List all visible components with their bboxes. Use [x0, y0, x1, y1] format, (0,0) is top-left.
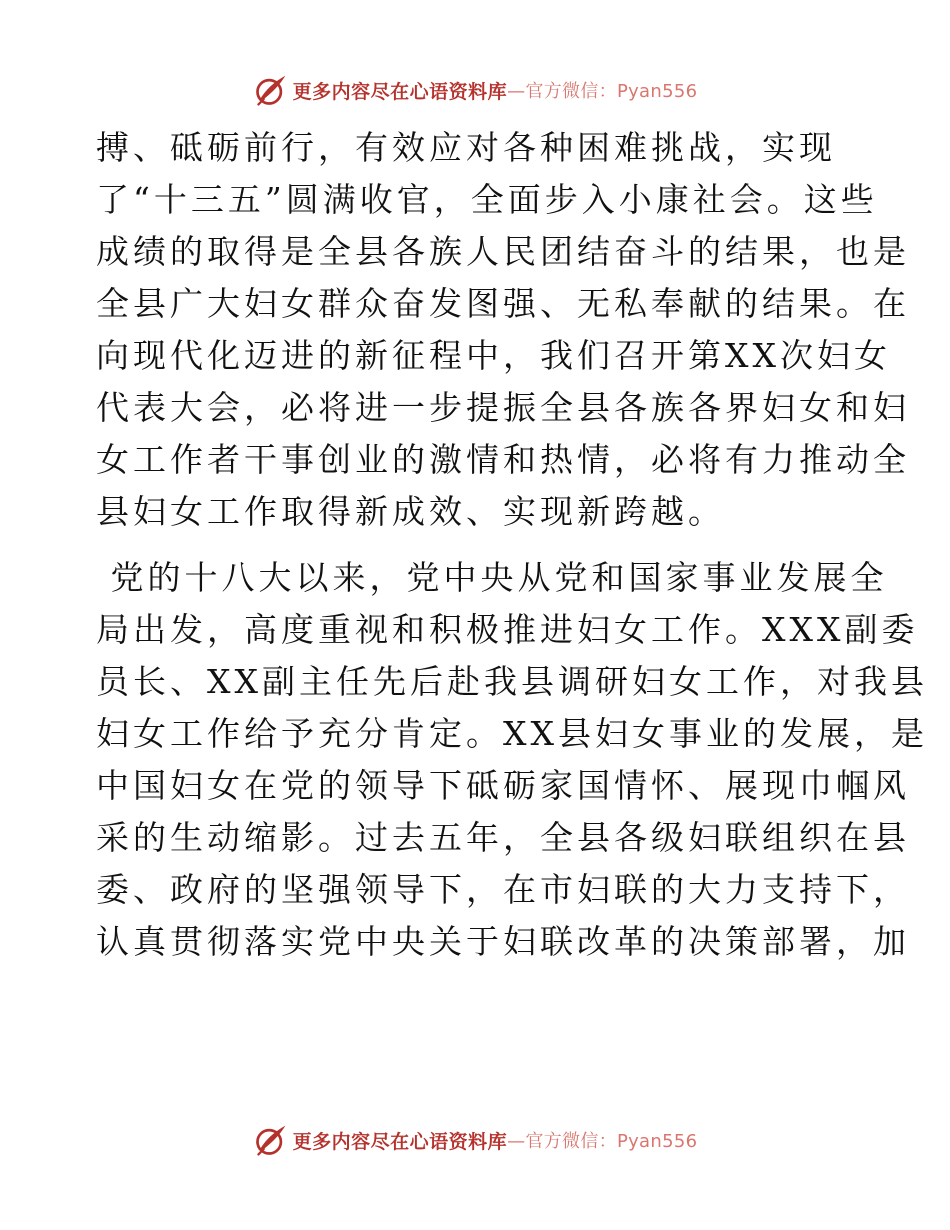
text-line: 向现代化迈进的新征程中，我们召开第XX次妇女	[96, 336, 891, 375]
text-line: 中国妇女在党的领导下砥砺家国情怀、展现巾帼风	[96, 766, 910, 805]
watermark-title: 更多内容尽在心语资料库	[292, 80, 508, 103]
text-line: 员长、XX副主任先后赴我县调研妇女工作，对我县	[96, 662, 928, 701]
text-line: 县妇女工作取得新成效、实现新跨越。	[96, 492, 725, 531]
text-line: 成绩的取得是全县各族人民团结奋斗的结果，也是	[96, 232, 910, 271]
text-line: 委、政府的坚强领导下，在市妇联的大力支持下，	[96, 870, 910, 909]
footer-watermark	[0, 1120, 950, 1160]
text-line: 女工作者干事创业的激情和热情，必将有力推动全	[96, 440, 910, 479]
quill-logo-icon	[253, 1122, 289, 1158]
watermark-wechat: —官方微信：Pyan556	[507, 81, 698, 102]
text-line: 局出发，高度重视和积极推进妇女工作。XXX副委	[96, 610, 919, 649]
quill-logo-icon	[253, 72, 289, 108]
watermark-wechat: —官方微信：Pyan556	[507, 1131, 698, 1152]
paragraph-2	[96, 552, 928, 968]
document-body	[96, 122, 928, 968]
header-watermark	[0, 70, 950, 110]
text-line: 全县广大妇女群众奋发图强、无私奉献的结果。在	[96, 284, 910, 323]
text-line: 妇女工作给予充分肯定。XX县妇女事业的发展，是	[96, 714, 928, 753]
paragraph-1	[96, 122, 910, 538]
text-line: 了“十三五”圆满收官，全面步入小康社会。这些	[96, 180, 878, 219]
text-line: 认真贯彻落实党中央关于妇联改革的决策部署，加	[96, 922, 910, 961]
text-line: 采的生动缩影。过去五年，全县各级妇联组织在县	[96, 818, 910, 857]
text-line: 党的十八大以来，党中央从党和国家事业发展全	[96, 558, 888, 597]
watermark-title: 更多内容尽在心语资料库	[292, 1130, 508, 1153]
text-line: 搏、砥砺前行，有效应对各种困难挑战，实现	[96, 128, 836, 167]
text-line: 代表大会，必将进一步提振全县各族各界妇女和妇	[96, 388, 910, 427]
